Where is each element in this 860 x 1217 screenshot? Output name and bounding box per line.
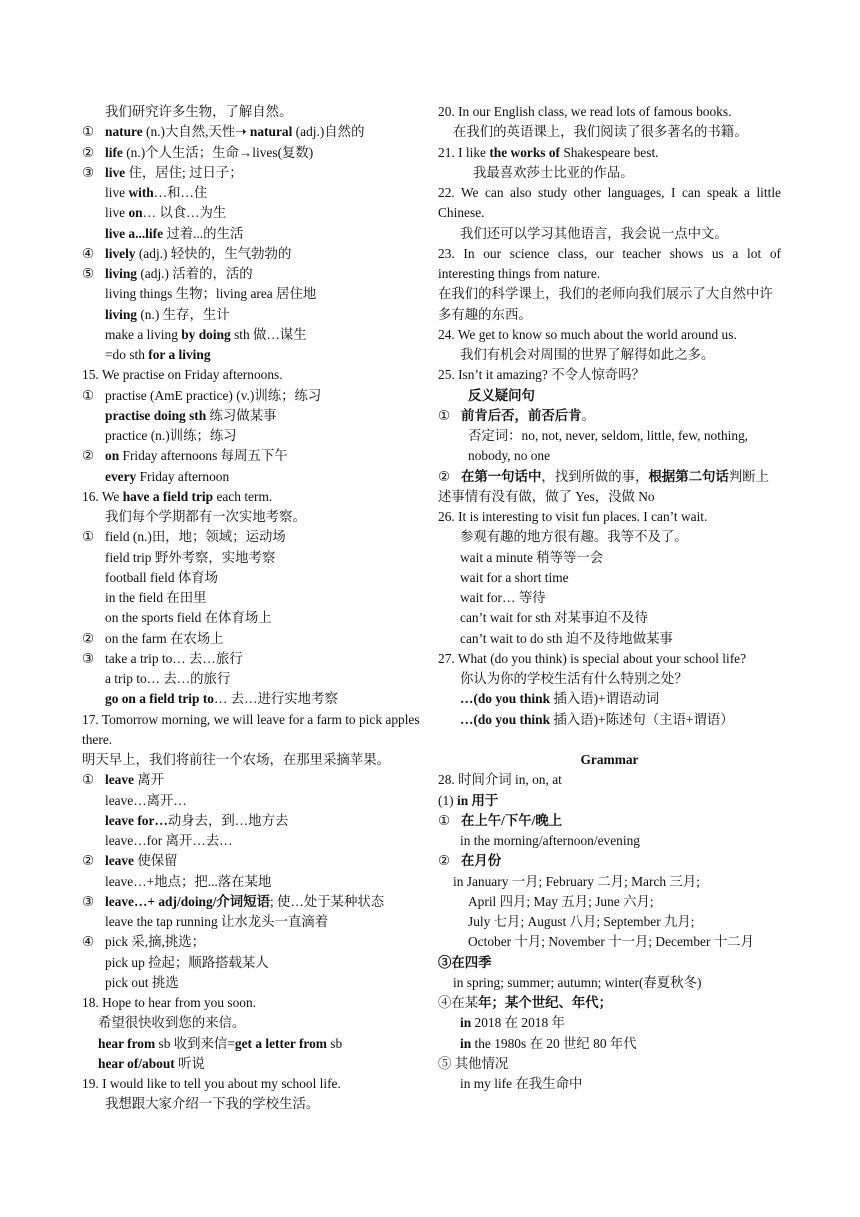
left-line [82,851,422,871]
right-line [438,386,781,406]
right-line [438,345,781,365]
left-line [82,102,422,122]
text: 20. In our English class, we read lots of famous books. [438,104,732,119]
bold-term: get a letter from [234,1035,327,1051]
text: … 去…进行实地考察 [213,691,338,707]
bold-term: the works of [489,144,560,160]
bold-term: life [105,144,123,160]
bold-term: 用于 [471,792,499,808]
text: 。 [581,407,595,423]
bold-term: have a field trip [122,488,214,504]
right-line [438,811,781,831]
bold-term: lively [105,245,136,261]
text: live [105,185,129,200]
left-line [82,325,422,345]
left-line [82,629,422,649]
left-line [82,244,422,264]
text: sb [326,1035,343,1051]
right-line [438,1074,781,1094]
left-line [82,689,422,709]
bold-term: 在第一句话中 [461,468,542,484]
bold-term: 年；某个世纪、年代； [478,995,613,1010]
text: ; 使…处于某种状态 [269,893,385,909]
text: 16. We [82,488,123,504]
left-line [82,973,422,993]
right-line [438,1034,781,1054]
bold-term: on [105,448,120,464]
bold-term: live a...life [105,225,164,241]
left-line [82,1054,422,1074]
text: Friday afternoon [136,468,230,484]
right-line [438,831,781,851]
text: leave…离开… [105,792,187,808]
text: wait for a short time [460,569,569,585]
bold-term: leave [105,772,134,788]
text: 参观有趣的地方很有趣。我等不及了。 [460,529,688,545]
right-column [438,102,781,1094]
right-line [438,183,781,224]
right-line [438,730,781,750]
text: 使保留 [134,853,178,869]
left-line [82,608,422,628]
right-line [438,426,781,467]
right-line [438,953,781,973]
left-line [82,669,422,689]
item-marker: ② [82,630,95,646]
text: 动身去，到…地方去 [167,812,289,828]
text: ，找到所做的事， [541,468,649,484]
item-marker: ② [438,853,451,869]
left-line [82,345,422,365]
right-line [438,912,781,932]
text: on the sports field 在体育场上 [105,610,272,626]
left-line [82,446,422,466]
right-line [438,791,781,811]
text: 18. Hope to hear from you soon. [82,995,257,1010]
bold-term: leave for… [105,812,168,828]
bold-term: on [128,205,143,221]
text: 15. We practise on Friday afternoons. [82,367,283,383]
right-line [438,932,781,952]
bold-term: hear of/about [98,1055,175,1071]
left-line [82,770,422,790]
item-marker: ① [82,529,95,545]
text: field (n.)田，地；领域；运动场 [105,529,286,545]
text: (adj.)自然的 [292,124,365,140]
left-line [82,122,422,142]
bold-term: 前肯后否，前否后肯 [461,407,582,423]
bold-term: leave…+ adj/doing/介词短语 [105,893,270,909]
right-line [438,325,781,345]
text: 我们有机会对周围的世界了解得如此之多。 [460,347,715,362]
right-line [438,224,781,244]
text: can’t wait for sth 对某事迫不及待 [460,610,648,626]
text: practise (AmE practice) (v.)训练；练习 [105,387,322,403]
left-line [82,183,422,203]
text: the 1980s 在 20 世纪 80 年代 [471,1035,637,1051]
text: April 四月; May 五月; June 六月; [468,893,654,909]
right-line [438,244,781,285]
item-marker: ② [438,468,451,484]
left-line [82,1094,422,1114]
bold-term: in [460,1035,472,1051]
text: 24. We get to know so much about the world around us. [438,326,737,342]
text: live [105,205,129,221]
text: 我想跟大家介绍一下我的学校生活。 [105,1096,320,1112]
item-marker: ① [438,812,451,828]
text: 我最喜欢莎士比亚的作品。 [473,164,634,180]
left-line [82,284,422,304]
text: 23. In our science class, our teacher shows us a lot of interesting things from nature. [438,245,781,281]
text: 听说 [174,1055,205,1071]
left-line [82,831,422,851]
right-line [438,102,781,122]
text: pick up 捡起；顺路搭载某人 [105,954,269,970]
text: living things 生物；living area 居住地 [105,286,317,302]
text: pick out 挑选 [105,974,179,990]
text: leave the tap running 让水龙头一直滴着 [105,914,329,929]
text: 希望很快收到您的来信。 [98,1015,246,1031]
bold-term: Grammar [580,752,639,767]
left-line [82,872,422,892]
right-line [438,284,781,325]
bold-term: …(do you think [460,711,551,727]
text: 离开 [134,772,165,788]
bold-term: for a living [148,347,211,362]
left-line [82,912,422,932]
left-line [82,710,422,751]
right-line [438,649,781,669]
left-line [82,406,422,426]
left-line [82,163,422,183]
text: practice (n.)训练；练习 [105,428,237,443]
text: 我们每个学期都有一次实地考察。 [105,509,306,524]
text: 在我们的英语课上，我们阅读了很多著名的书籍。 [453,124,748,140]
bold-term: 在月份 [461,853,502,869]
bold-term: hear from [98,1035,156,1051]
text: 我们还可以学习其他语言，我会说一点中文。 [460,225,728,241]
bold-term: every [105,468,137,484]
text: 插入语)+谓语动词 [550,691,660,707]
text: (n.) 生存，生计 [137,306,230,322]
right-line [438,406,781,426]
text: on the farm 在农场上 [105,630,224,646]
text: in the field 在田里 [105,590,207,605]
left-line [82,224,422,244]
text: football field 体育场 [105,569,219,585]
text: (n.)大自然,天性➝ [142,124,250,140]
text: 2018 在 2018 年 [471,1015,565,1031]
bold-term: in [460,1015,472,1031]
text: (adj.) 活着的，活的 [137,266,253,281]
text: can’t wait to do sth 迫不及待地做某事 [460,630,673,646]
left-line [82,649,422,669]
bold-term: live [105,164,126,180]
bold-term: practise doing sth [105,407,207,423]
left-line [82,1013,422,1033]
left-line [82,487,422,507]
left-line [82,143,422,163]
item-marker: ③ [82,893,95,909]
text: 明天早上，我们将前往一个农场，在那里采摘苹果。 [82,752,390,767]
item-marker: ② [82,144,95,160]
item-marker: ⑤ [82,266,95,281]
left-line [82,568,422,588]
text: (adj.) 轻快的，生气勃勃的 [135,245,292,261]
item-marker: ③ [82,164,95,180]
right-line [438,1013,781,1033]
item-marker: ③ [82,650,95,666]
text: (n.)个人生活；生命→lives(复数) [122,144,314,160]
item-marker: ① [82,124,95,140]
text: in January 一月; February 二月; March 三月; [453,873,700,889]
text: Friday afternoons 每周五下午 [119,448,288,464]
text: 判断上述事情有没有做，做了 Yes，没做 No [438,468,769,504]
right-line [438,750,781,770]
item-marker: ② [82,448,95,464]
right-line [438,770,781,790]
text: 28. 时间介词 in, on, at [438,772,562,788]
right-line [438,507,781,527]
bold-term: by doing [181,326,231,342]
left-line [82,467,422,487]
left-line [82,892,422,912]
right-line [438,669,781,689]
text: a trip to… 去…的旅行 [105,671,231,686]
left-line [82,1034,422,1054]
right-line [438,548,781,568]
left-line [82,203,422,223]
text: leave…for 离开…去… [105,833,233,848]
right-line [438,629,781,649]
right-line [438,993,781,1013]
right-line [438,568,781,588]
left-line [82,264,422,284]
text: 你认为你的学校生活有什么特别之处？ [460,671,688,686]
item-marker: ② [82,853,95,869]
right-line [438,527,781,547]
text: make a living [105,326,182,342]
bold-term: natural [249,124,293,140]
text: 插入语)+陈述句（主语+谓语） [550,711,734,727]
right-line [438,872,781,892]
text: in the morning/afternoon/evening [460,833,640,848]
right-line [438,892,781,912]
left-line [82,426,422,446]
text: sth 做…谋生 [230,326,307,342]
text: …和…住 [153,185,208,200]
text: July 七月; August 八月; September 九月; [468,914,695,929]
text: 17. Tomorrow morning, we will leave for a farm to pick apples there. [82,711,420,747]
text: =do sth [105,347,149,362]
text: 我们研究许多生物，了解自然。 [105,104,293,119]
bold-term: 根据第二句话 [648,468,729,484]
right-line [438,710,781,730]
text: ④在某 [438,995,479,1010]
bold-term: with [128,185,154,200]
text: wait for… 等待 [460,590,546,605]
item-marker: ① [82,387,95,403]
item-marker: ① [438,407,451,423]
bold-term: in [456,792,469,808]
item-marker: ④ [82,934,95,950]
text: 21. I like [438,144,490,160]
right-line [438,467,781,508]
text: Shakespeare best. [560,144,659,160]
left-line [82,588,422,608]
text: each term. [213,488,273,504]
text: in spring; summer; autumn; winter(春夏秋冬) [453,974,702,990]
text: (1) [438,792,457,808]
left-line [82,932,422,952]
text: 19. I would like to tell you about my school life. [82,1076,341,1091]
text: ⑤ 其他情况 [438,1055,509,1071]
right-line [438,689,781,709]
text: pick 采,摘,挑选； [105,934,206,950]
item-marker: ④ [82,245,95,261]
bold-term: ③在四季 [438,954,492,970]
text: 住，居住; 过日子； [125,164,243,180]
left-line [82,365,422,385]
right-line [438,163,781,183]
bold-term: 在上午/下午/晚上 [461,812,563,828]
text: 在我们的科学课上，我们的老师向我们展示了大自然中许多有趣的东西。 [438,286,773,322]
left-column [82,102,422,1115]
text: 练习做某事 [206,407,277,423]
bold-term: leave [105,853,134,869]
left-line [82,750,422,770]
text: 否定词：no, not, never, seldom, little, few, nothing, nobody, no one [468,428,749,464]
left-line [82,1074,422,1094]
left-line [82,791,422,811]
right-line [438,973,781,993]
left-line [82,811,422,831]
item-marker: ① [82,772,95,788]
text: in my life 在我生命中 [460,1076,583,1091]
left-line [82,527,422,547]
right-line [438,365,781,385]
bold-term: nature [105,124,143,140]
text: take a trip to… 去…旅行 [105,650,243,666]
text: 过着...的生活 [163,225,244,241]
left-line [82,386,422,406]
bold-term: …(do you think [460,691,551,707]
bold-term: 反义疑问句 [468,387,535,403]
text: 27. What (do you think) is special about your school life? [438,650,747,666]
left-line [82,507,422,527]
right-line [438,608,781,628]
left-line [82,953,422,973]
text: leave…+地点；把...落在某地 [105,873,272,889]
bold-term: living [105,306,137,322]
left-line [82,548,422,568]
text: 26. It is interesting to visit fun places. I can’t wait. [438,509,708,524]
text: 22. We can also study other languages, I can speak a little Chinese. [438,185,781,221]
text: October 十月; November 十一月; December 十二月 [468,934,754,950]
text: sb 收到来信= [155,1035,235,1051]
left-line [82,305,422,325]
bold-term: living [105,266,137,281]
text: wait a minute 稍等等一会 [460,549,604,565]
right-line [438,588,781,608]
text: field trip 野外考察，实地考察 [105,549,276,565]
left-line [82,993,422,1013]
right-line [438,851,781,871]
bold-term: go on a field trip to [105,691,214,707]
text: 25. Isn’t it amazing? 不令人惊奇吗？ [438,367,645,383]
right-line [438,143,781,163]
text: … 以食…为生 [142,205,227,221]
right-line [438,1054,781,1074]
right-line [438,122,781,142]
